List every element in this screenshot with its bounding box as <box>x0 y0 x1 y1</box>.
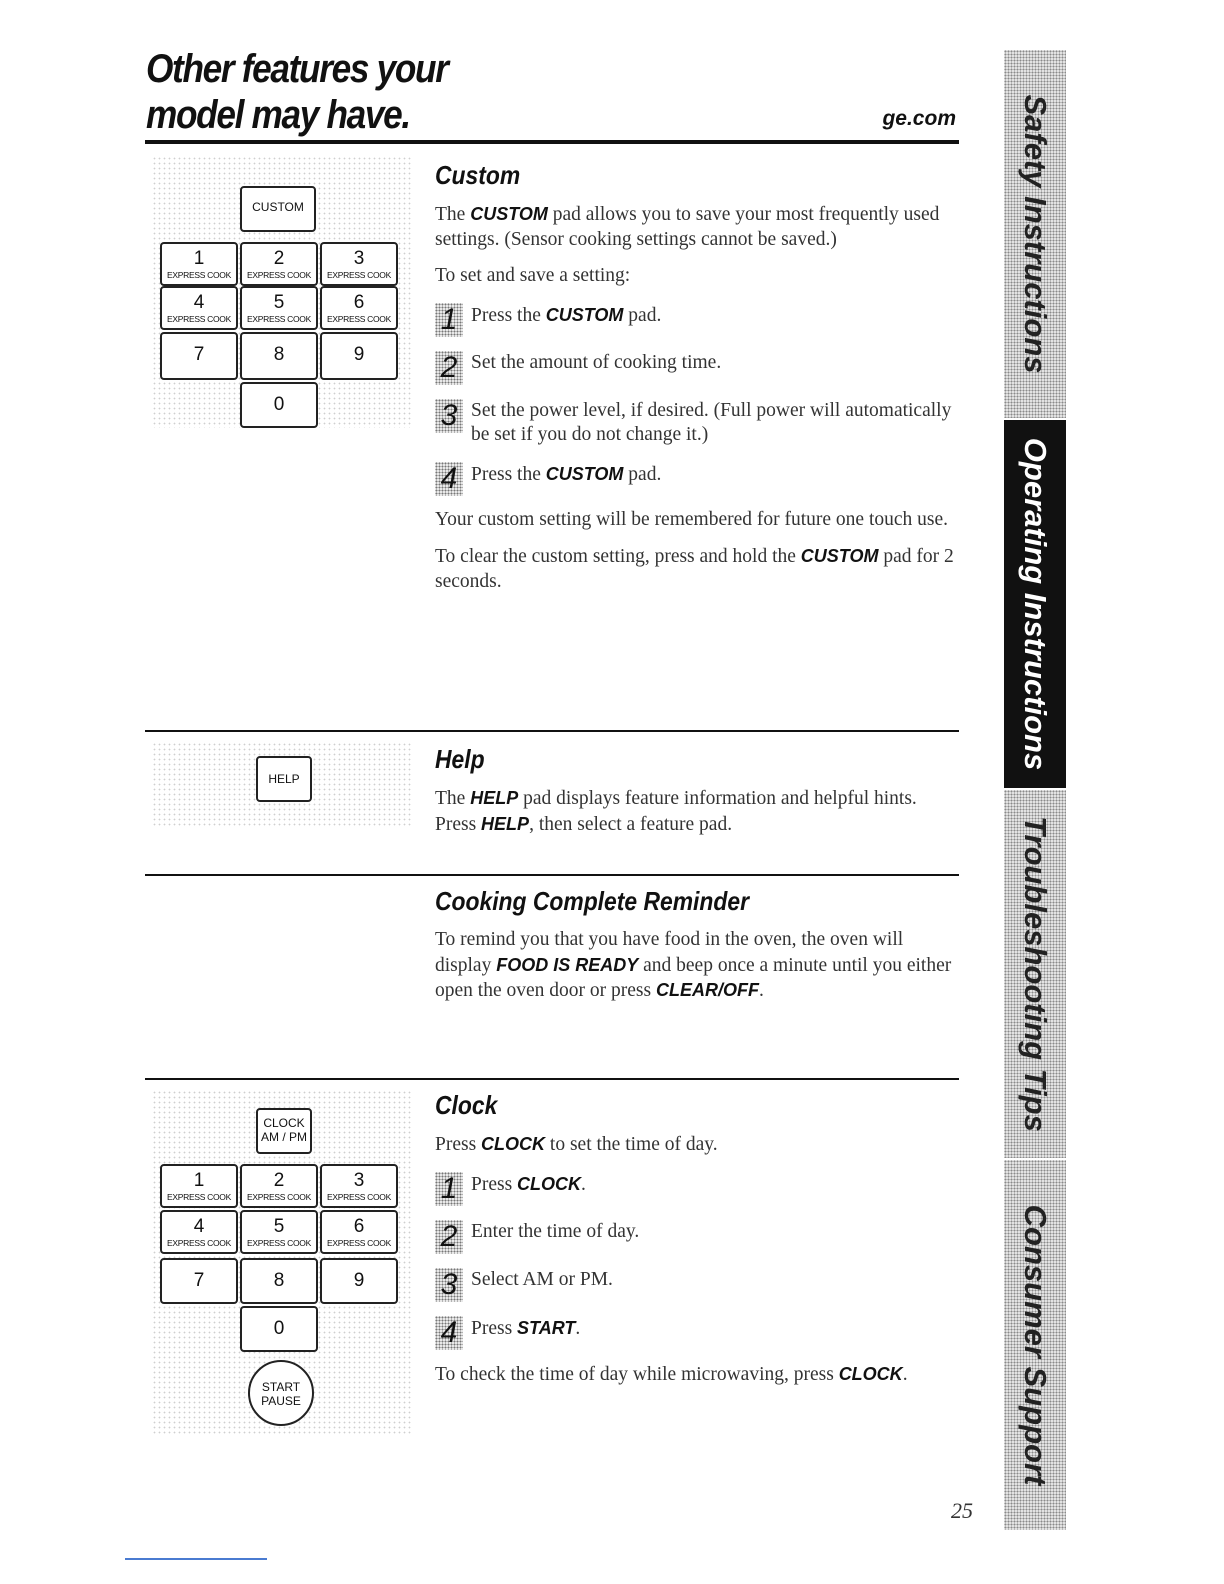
divider-reminder <box>145 874 959 876</box>
start-pause-key: START PAUSE <box>248 1360 314 1426</box>
key-2: 2 EXPRESS COOK <box>240 242 318 286</box>
clock-step-1: 1 Press CLOCK. <box>435 1170 960 1206</box>
help-section <box>435 744 960 849</box>
clock-heading: Clock <box>435 1090 498 1120</box>
title-line-1: Other features your <box>146 47 448 91</box>
step-number-badge: 3 <box>435 399 463 433</box>
key-5: 5 EXPRESS COOK <box>240 286 318 330</box>
custom-step-3: 3 Set the power level, if desired. (Full power will automatically be set if you do not change it.) <box>435 397 960 448</box>
key-4: 4 EXPRESS COOK <box>160 286 238 330</box>
custom-remembered: Your custom setting will be remembered for future one touch use. <box>435 508 949 530</box>
step-number-badge: 3 <box>435 1268 463 1302</box>
clock-key: CLOCK AM / PM <box>256 1108 312 1154</box>
step-number-badge: 2 <box>435 1220 463 1254</box>
custom-step-2: 2 Set the amount of cooking time. <box>435 349 960 385</box>
clock-key-1: 1 EXPRESS COOK <box>160 1164 238 1208</box>
footer-line <box>125 1558 267 1560</box>
custom-intro: The CUSTOM pad allows you to save your most frequently used settings. (Sensor cooking settings cannot be saved.) <box>435 204 940 250</box>
clock-intro: Press CLOCK to set the time of day. <box>435 1134 718 1155</box>
tab-troubleshooting-tips[interactable]: Troubleshooting Tips <box>1004 790 1066 1158</box>
custom-step-1: 1 Press the CUSTOM pad. <box>435 301 960 337</box>
divider-help <box>145 730 959 732</box>
custom-step-4: 4 Press the CUSTOM pad. <box>435 460 960 496</box>
clock-key-4: 4 EXPRESS COOK <box>160 1210 238 1254</box>
header-rule <box>145 140 959 144</box>
clock-key-3: 3 EXPRESS COOK <box>320 1164 398 1208</box>
key-1: 1 EXPRESS COOK <box>160 242 238 286</box>
clock-check: To check the time of day while microwaving, press CLOCK. <box>435 1363 908 1385</box>
custom-keypad-illustration <box>152 156 412 428</box>
clock-step-4: 4 Press START. <box>435 1314 960 1350</box>
section-sidebar <box>1004 50 1066 1532</box>
clock-keypad-illustration <box>152 1090 412 1434</box>
clock-key-6: 6 EXPRESS COOK <box>320 1210 398 1254</box>
help-keypad-illustration <box>152 742 412 826</box>
reminder-heading: Cooking Complete Reminder <box>435 886 750 916</box>
reminder-text: To remind you that you have food in the oven, the oven will display FOOD IS READY and beep once a minute until you either open the oven door or press CLEAR/OFF. <box>435 929 952 1001</box>
step-number-badge: 1 <box>435 1172 463 1206</box>
page-number: 25 <box>951 1498 973 1523</box>
key-9: 9 <box>320 332 398 380</box>
clock-step-2: 2 Enter the time of day. <box>435 1218 960 1254</box>
clock-key-2: 2 EXPRESS COOK <box>240 1164 318 1208</box>
key-6: 6 EXPRESS COOK <box>320 286 398 330</box>
clock-key-7: 7 <box>160 1258 238 1304</box>
help-key: HELP <box>256 756 312 802</box>
custom-key: CUSTOM <box>240 186 316 232</box>
custom-clear: To clear the custom setting, press and hold the CUSTOM pad for 2 seconds. <box>435 546 954 592</box>
custom-heading: Custom <box>435 160 521 190</box>
clock-step-3: 3 Select AM or PM. <box>435 1266 960 1302</box>
key-7: 7 <box>160 332 238 380</box>
step-number-badge: 4 <box>435 1316 463 1350</box>
key-0: 0 <box>240 382 318 428</box>
key-3: 3 EXPRESS COOK <box>320 242 398 286</box>
help-heading: Help <box>435 744 485 774</box>
custom-to-set: To set and save a setting: <box>435 265 631 286</box>
tab-consumer-support[interactable]: Consumer Support <box>1004 1160 1066 1530</box>
clock-key-5: 5 EXPRESS COOK <box>240 1210 318 1254</box>
site-url[interactable]: ge.com <box>882 107 956 130</box>
divider-clock <box>145 1078 959 1080</box>
step-number-badge: 1 <box>435 303 463 337</box>
tab-safety-instructions[interactable]: Safety Instructions <box>1004 50 1066 418</box>
clock-section <box>435 1090 960 1399</box>
help-text: The HELP pad displays feature information and helpful hints. Press HELP, then select a feature pad. <box>435 788 917 835</box>
custom-section <box>435 160 960 606</box>
step-number-badge: 2 <box>435 351 463 385</box>
title-line-2: model may have. <box>146 93 410 137</box>
page-title <box>146 46 448 138</box>
clock-key-9: 9 <box>320 1258 398 1304</box>
clock-key-0: 0 <box>240 1306 318 1352</box>
tab-operating-instructions[interactable]: Operating Instructions <box>1004 420 1066 788</box>
clock-key-8: 8 <box>240 1258 318 1304</box>
reminder-section <box>435 886 960 1016</box>
step-number-badge: 4 <box>435 462 463 496</box>
key-8: 8 <box>240 332 318 380</box>
